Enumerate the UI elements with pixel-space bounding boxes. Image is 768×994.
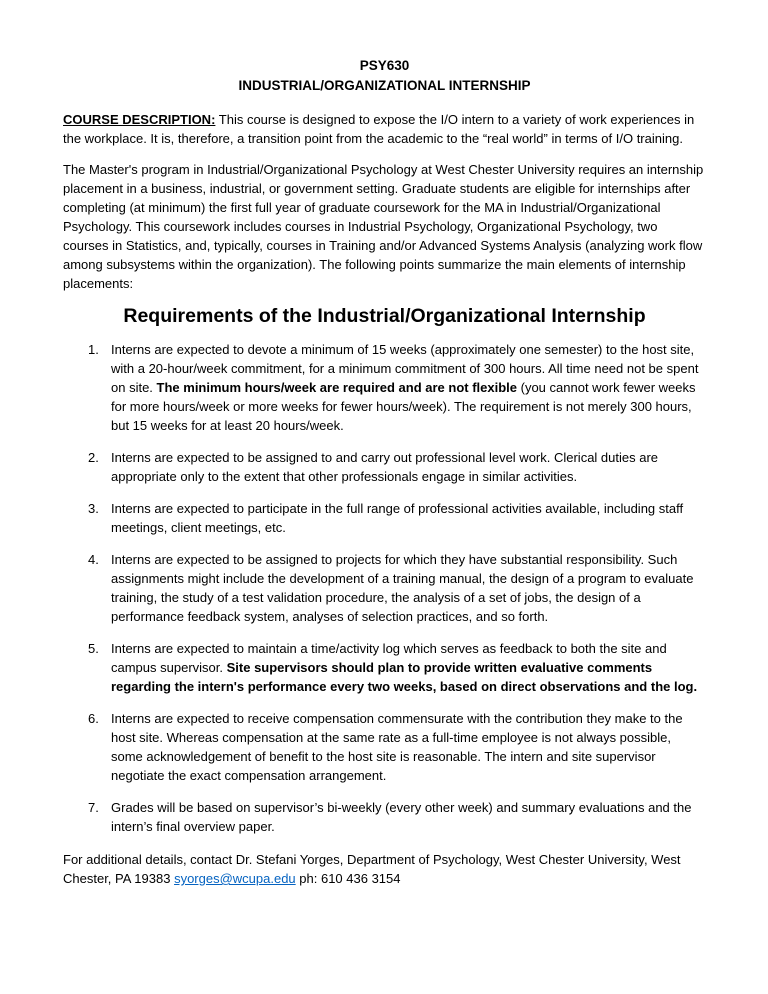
list-item [88,499,706,537]
course-description-paragraph [63,110,706,148]
list-item-text-pre: Interns are expected to participate in the full range of professional activities available, including staff meetings, client meetings, etc. [111,501,684,535]
list-item-text-pre: Interns are expected to maintain a time/activity log which serves as feedback to both the site and campus supervisor. [111,641,667,675]
document-title-line2: INDUSTRIAL/ORGANIZATIONAL INTERNSHIP [238,78,531,93]
list-item [88,709,706,785]
list-item-text-post: (you cannot work fewer weeks for more hours/week or more weeks for fewer hours/week). The requirement is not merely 300 hours, but 15 weeks for at least 20 hours/week. [111,380,696,433]
list-item [88,798,706,836]
list-item-number: 5. [88,641,99,656]
list-item-text [111,499,706,537]
list-item [88,340,706,435]
list-item-text [111,639,706,696]
list-item-number: 7. [88,800,99,815]
document-title-line1: PSY630 [359,58,410,73]
contact-text-post: ph: 610 436 3154 [295,871,401,886]
list-item-number: 2. [88,450,99,465]
list-item-text-pre: Interns are expected to devote a minimum of 15 weeks (approximately one semester) to the host site, with a 20-hour/week commitment, for a minimum commitment of 300 hours. All time need not be spent on site. [111,342,699,395]
list-item-text-pre: Interns are expected to be assigned to projects for which they have substantial responsibility. Such assignments might include the development of a training manual, the design of a program to evaluate training, the study of a test validation procedure, the analysis of a set of jobs, the design of a performance feedback system, analyses of selection practices, and so forth. [111,552,694,624]
list-item [88,448,706,486]
list-item-text-bold: The minimum hours/week are required and are not flexible [156,380,518,395]
requirements-heading: Requirements of the Industrial/Organizational Internship [123,305,646,327]
document-title [63,56,706,96]
list-item-text [111,448,706,486]
list-item-number: 3. [88,501,99,516]
list-item-text [111,709,706,785]
list-item-text-pre: Interns are expected to receive compensation commensurate with the contribution they make to the host site. Whereas compensation at the same rate as a full-time employee is not always possible, some acknowledgement of benefit to the host site is reasonable. The intern and site supervisor negotiate the exact compensation arrangement. [111,711,683,783]
list-item-text [111,550,706,626]
list-item-text [111,798,706,836]
list-item-text-pre: Interns are expected to be assigned to and carry out professional level work. Clerical duties are appropriate only to the extent that other professionals engage in similar activities. [111,450,659,484]
contact-text-pre: For additional details, contact Dr. Stefani Yorges, Department of Psychology, West Chester University, West Chester, PA 19383 [63,852,681,886]
list-item-number: 1. [88,342,99,357]
course-description-label: COURSE DESCRIPTION: [63,112,216,127]
list-item-text-pre: Grades will be based on supervisor’s bi-weekly (every other week) and summary evaluations and the intern’s final overview paper. [111,800,692,834]
email-link[interactable]: syorges@wcupa.edu [174,871,296,886]
list-item-text [111,340,706,435]
requirements-list [63,340,706,836]
list-item [88,550,706,626]
intro-paragraph: The Master's program in Industrial/Organizational Psychology at West Chester University requires an internship placement in a business, industrial, or government setting. Graduate students are eligible for internships after completing (at minimum) the first full year of graduate coursework for the MA in Industrial/Organizational Psychology. This coursework includes courses in Industrial Psychology, Organizational Psychology, two courses in Statistics, and, typically, courses in Training and/or Advanced Systems Analysis (analyzing work flow among subsystems within the organization). The following points summarize the main elements of internship placements: [63,162,704,291]
list-item [88,639,706,696]
course-description-text: This course is designed to expose the I/O intern to a variety of work experiences in the workplace. It is, therefore, a transition point from the academic to the “real world” in terms of I/O training. [63,112,695,146]
list-item-number: 6. [88,711,99,726]
list-item-number: 4. [88,552,99,567]
list-item-text-bold: Site supervisors should plan to provide written evaluative comments regarding the intern's performance every two weeks, based on direct observations and the log. [111,660,698,694]
contact-paragraph [63,850,706,888]
